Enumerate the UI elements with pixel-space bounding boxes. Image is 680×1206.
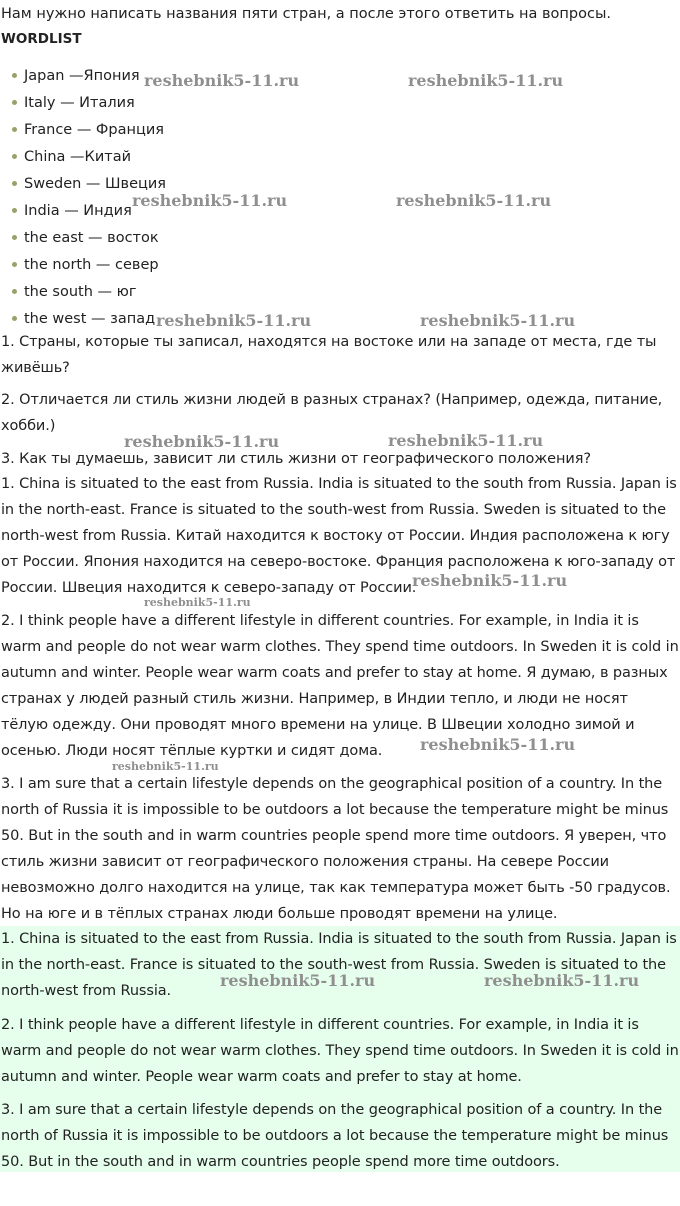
watermark: reshebnik5-11.ru	[420, 735, 576, 754]
answer-2: 2. I think people have a different lifestyle in different countries. For example, in India it is warm and people do not wear warm clothes. They spend time outdoors. In Sweden it is cold in autumn and winter. People wear warm coats and prefer to stay at home. Я думаю, в разных странах у людей разный стиль жизни. Например, в Индии тепло, и люди не носят тёлую одежду. Они проводят много времени на улице. В Швеции холодно зимой и осенью. Люди носят тёплые куртки и сидят дома.	[1, 613, 679, 759]
watermark: reshebnik5-11.ru	[132, 191, 288, 210]
highlighted-answer-3: 3. I am sure that a certain lifestyle depends on the geographical position of a country. In the north of Russia it is impossible to be outdoors a lot because the temperature might be minus 50. But in the south and in warm countries people spend more time outdoors.	[1, 1102, 669, 1170]
bullet-icon	[12, 208, 17, 213]
bullet-icon	[12, 262, 17, 267]
answer-3: 3. I am sure that a certain lifestyle depends on the geographical position of a country. In the north of Russia it is impossible to be outdoors a lot because the temperature might be minus 50. But in the south and in warm countries people spend more time outdoors. Я уверен, что стиль жизни зависит от географического положения страны. На севере России невозможно долго находится на улице, так как температура может быть -50 градусов. Но на юге и в тёплых странах люди больше проводят времени на улице.	[1, 776, 671, 922]
list-item-label: Italy — Италия	[24, 95, 135, 111]
bullet-icon	[12, 100, 17, 105]
watermark: reshebnik5-11.ru	[388, 431, 544, 450]
watermark: reshebnik5-11.ru	[408, 71, 564, 90]
bullet-icon	[12, 154, 17, 159]
question-2: 2. Отличается ли стиль жизни людей в разных странах? (Например, одежда, питание, хобби.)	[1, 392, 663, 434]
list-item-label: Sweden — Швеция	[24, 176, 167, 192]
answer-1: 1. China is situated to the east from Russia. India is situated to the south from Russia. Japan is in the north-east. France is situated to the south-west from Russia. Sweden is situated to the north-west from Russia. Китай находится к востоку от России. Индия расположена к югу от России. Япония находится на северо-востоке. Франция расположена к юго-западу от России. Швеция находится к северо-западу от России.	[1, 476, 677, 596]
watermark: reshebnik5-11.ru	[396, 191, 552, 210]
watermark: reshebnik5-11.ru	[112, 760, 219, 773]
highlighted-answer-2: 2. I think people have a different lifestyle in different countries. For example, in India it is warm and people do not wear warm clothes. They spend time outdoors. In Sweden it is cold in autumn and winter. People wear warm coats and prefer to stay at home.	[1, 1017, 679, 1085]
watermark: reshebnik5-11.ru	[220, 971, 376, 990]
list-item-label: France — Франция	[24, 122, 165, 138]
watermark: reshebnik5-11.ru	[420, 311, 576, 330]
highlighted-answer-1: 1. China is situated to the east from Russia. India is situated to the south from Russia. Japan is in the north-east. France is situated to the south-west from Russia. Sweden is situated to the north-west from Russia.	[1, 931, 677, 999]
watermark: reshebnik5-11.ru	[156, 311, 312, 330]
intro-text: Нам нужно написать названия пяти стран, а после этого ответить на вопросы.	[1, 6, 612, 22]
watermark: reshebnik5-11.ru	[124, 432, 280, 451]
list-item-label: the south — юг	[24, 284, 137, 300]
bullet-icon	[12, 289, 17, 294]
list-item-label: the west — запад	[24, 311, 156, 327]
bullet-icon	[12, 316, 17, 321]
wordlist-title: WORDLIST	[1, 31, 82, 47]
list-item-label: the east — восток	[24, 230, 159, 246]
bullet-icon	[12, 181, 17, 186]
watermark: reshebnik5-11.ru	[144, 71, 300, 90]
bullet-icon	[12, 127, 17, 132]
list-item-label: China —Китай	[24, 149, 132, 165]
list-item-label: the north — север	[24, 257, 159, 273]
watermark: reshebnik5-11.ru	[412, 571, 568, 590]
watermark: reshebnik5-11.ru	[144, 596, 251, 609]
bullet-icon	[12, 73, 17, 78]
list-item-label: Japan —Япония	[24, 68, 140, 84]
question-3: 3. Как ты думаешь, зависит ли стиль жизни от географического положения?	[1, 451, 591, 467]
watermark: reshebnik5-11.ru	[484, 971, 640, 990]
list-item-label: India — Индия	[24, 203, 132, 219]
bullet-icon	[12, 235, 17, 240]
question-1: 1. Страны, которые ты записал, находятся на востоке или на западе от места, где ты живёшь?	[1, 334, 657, 376]
